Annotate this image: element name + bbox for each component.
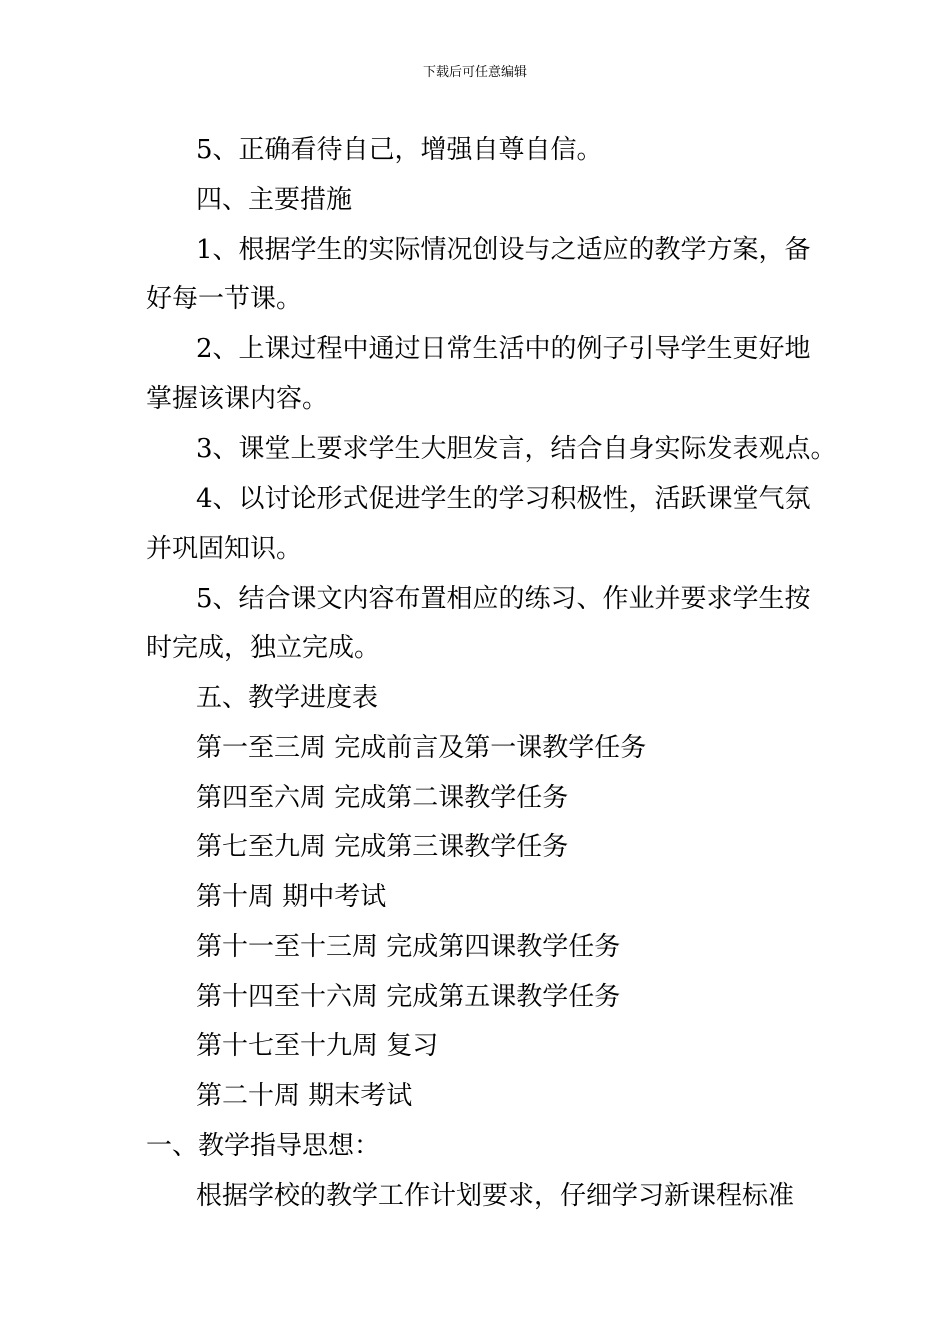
schedule-item: 第一至三周 完成前言及第一课教学任务 (196, 733, 647, 763)
section-heading: 四、主要措施 (196, 185, 353, 215)
text-line: 根据学校的教学工作计划要求，仔细学习新课程标准 (196, 1181, 795, 1211)
schedule-item: 第七至九周 完成第三课教学任务 (196, 832, 569, 862)
text-line: 并巩固知识。 (146, 534, 303, 564)
text-line: 5、正确看待自己，增强自尊自信。 (196, 135, 603, 165)
section-heading: 一、教学指导思想： (146, 1131, 381, 1161)
text-line: 1、根据学生的实际情况创设与之适应的教学方案，备 (196, 235, 811, 265)
schedule-item: 第二十周 期末考试 (196, 1081, 413, 1111)
schedule-item: 第十四至十六周 完成第五课教学任务 (196, 982, 621, 1012)
page-header: 下载后可任意编辑 (422, 65, 527, 80)
text-line: 3、课堂上要求学生大胆发言，结合自身实际发表观点。 (196, 434, 837, 464)
section-heading: 五、教学进度表 (196, 683, 379, 713)
schedule-item: 第十周 期中考试 (196, 882, 387, 912)
text-line: 4、以讨论形式促进学生的学习积极性，活跃课堂气氛 (196, 484, 811, 514)
text-line: 5、结合课文内容布置相应的练习、作业并要求学生按 (196, 584, 811, 614)
schedule-item: 第十七至十九周 复习 (196, 1031, 439, 1061)
text-line: 时完成，独立完成。 (146, 633, 381, 663)
schedule-item: 第十一至十三周 完成第四课教学任务 (196, 932, 621, 962)
text-line: 好每一节课。 (146, 284, 303, 314)
text-line: 掌握该课内容。 (146, 384, 329, 414)
schedule-item: 第四至六周 完成第二课教学任务 (196, 783, 569, 813)
text-line: 2、上课过程中通过日常生活中的例子引导学生更好地 (196, 334, 811, 364)
